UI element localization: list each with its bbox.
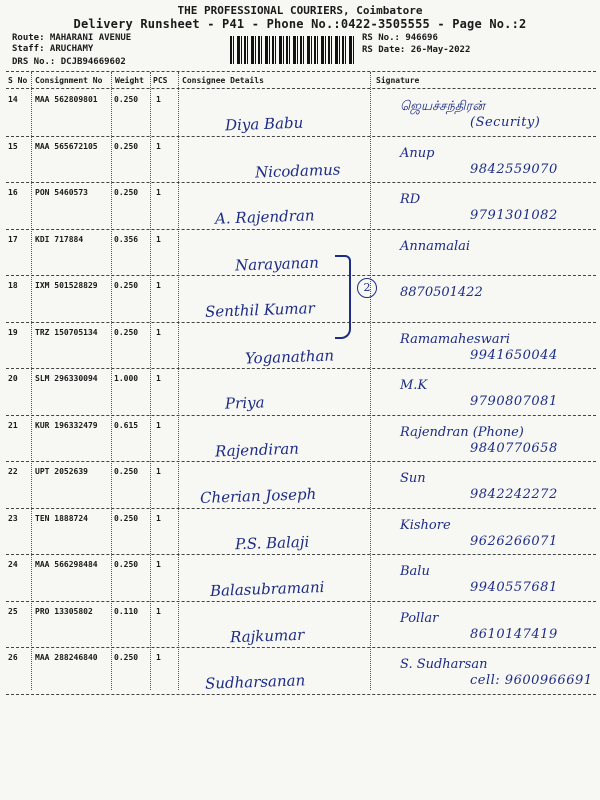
row-signature: ஜெயச்சந்திரன் xyxy=(400,99,485,114)
row-signature: M.K xyxy=(400,378,428,393)
row-sno: 22 xyxy=(8,467,18,476)
col-divider xyxy=(150,72,151,690)
row-pcs: 1 xyxy=(156,560,161,569)
row-consignee-name: Narayanan xyxy=(234,253,320,274)
route: Route: MAHARANI AVENUE xyxy=(12,33,132,43)
row-signature: 8870501422 xyxy=(400,285,483,300)
rs-number: RS No.: 946696 xyxy=(362,33,438,43)
row-signature-phone: (Security) xyxy=(470,115,541,130)
row-consignee-name: Rajkumar xyxy=(229,625,305,646)
row-signature: Pollar xyxy=(400,610,439,626)
row-pcs: 1 xyxy=(156,653,161,662)
row-divider xyxy=(6,136,596,137)
row-consignee-name: A. Rajendran xyxy=(214,206,315,228)
row-consignment: KUR 196332479 xyxy=(35,420,98,430)
row-consignee-name: Balasubramani xyxy=(209,578,325,600)
row-consignee-name: Yoganathan xyxy=(244,345,335,368)
row-signature: S. Sudharsan xyxy=(400,657,488,672)
row-signature: Kishore xyxy=(400,517,451,533)
row-pcs: 1 xyxy=(156,606,161,616)
row-divider xyxy=(6,415,596,416)
row-sno: 19 xyxy=(8,327,18,337)
row-weight: 0.250 xyxy=(114,513,139,523)
row-sno: 20 xyxy=(8,374,18,383)
row-signature: Annamalai xyxy=(400,238,471,254)
row-divider xyxy=(6,368,596,369)
row-signature-phone: cell: 9600966691 xyxy=(470,673,593,688)
row-consignee-name: Diya Babu xyxy=(224,113,304,135)
row-divider xyxy=(6,461,596,462)
row-consignment: PRO 13305802 xyxy=(35,606,93,616)
col-weight: Weight xyxy=(115,76,144,85)
row-pcs: 1 xyxy=(156,95,161,104)
row-pcs: 1 xyxy=(156,374,161,383)
row-divider xyxy=(6,647,596,648)
row-divider xyxy=(6,275,596,276)
col-divider xyxy=(111,72,112,690)
row-divider xyxy=(6,554,596,555)
row-sno: 21 xyxy=(8,420,18,430)
row-pcs: 1 xyxy=(156,513,161,523)
row-consignment: UPT 2052639 xyxy=(35,467,88,476)
row-sno: 16 xyxy=(8,188,18,197)
row-divider xyxy=(6,508,596,509)
row-signature: Anup xyxy=(400,145,435,161)
row-weight: 0.356 xyxy=(114,234,139,244)
row-consignment: KDI 717884 xyxy=(35,234,84,244)
row-signature-phone: 9842242272 xyxy=(470,487,558,502)
row-divider xyxy=(6,229,596,230)
row-consignee-name: P.S. Balaji xyxy=(234,532,310,553)
row-weight: 1.000 xyxy=(114,374,139,383)
row-sno: 24 xyxy=(8,560,18,569)
row-signature-phone: 9842559070 xyxy=(470,161,558,177)
row-sno: 26 xyxy=(8,653,18,662)
row-consignment: MAA 288246840 xyxy=(35,653,98,662)
row-signature-phone: 9840770658 xyxy=(470,440,558,456)
row-divider xyxy=(6,322,596,323)
row-signature-phone: 9940557681 xyxy=(470,580,558,595)
row-consignee-name: Rajendiran xyxy=(214,439,300,460)
col-divider xyxy=(178,72,179,690)
row-signature: RD xyxy=(400,192,421,207)
handwritten-bracket xyxy=(335,255,351,339)
row-divider xyxy=(6,601,596,602)
row-sno: 15 xyxy=(8,141,18,151)
row-signature-phone: 9941650044 xyxy=(470,347,558,363)
row-sno: 18 xyxy=(8,281,18,290)
col-divider xyxy=(31,72,32,690)
row-pcs: 1 xyxy=(156,420,161,430)
barcode xyxy=(230,36,356,64)
row-pcs: 1 xyxy=(156,467,161,476)
col-signature: Signature xyxy=(376,76,420,85)
row-signature: Rajendran (Phone) xyxy=(400,424,524,440)
row-sno: 23 xyxy=(8,513,18,523)
row-signature: Ramamaheswari xyxy=(400,331,510,347)
row-consignment: TEN 1888724 xyxy=(35,513,88,523)
circled-number: 2 xyxy=(357,278,377,298)
row-weight: 0.250 xyxy=(114,327,139,337)
row-weight: 0.250 xyxy=(114,281,139,290)
row-weight: 0.250 xyxy=(114,95,139,104)
row-divider xyxy=(6,182,596,183)
row-divider xyxy=(6,694,596,695)
row-pcs: 1 xyxy=(156,141,161,151)
company-title: THE PROFESSIONAL COURIERS, Coimbatore xyxy=(177,4,423,17)
row-signature-phone: 9791301082 xyxy=(470,208,558,223)
drs-number: DRS No.: DCJB94669602 xyxy=(12,57,126,67)
row-signature-phone: 8610147419 xyxy=(470,626,558,642)
row-signature: Balu xyxy=(400,564,430,579)
row-weight: 0.250 xyxy=(114,560,139,569)
col-pcs: PCS xyxy=(153,76,168,85)
row-sno: 25 xyxy=(8,606,18,616)
row-weight: 0.110 xyxy=(114,606,139,616)
row-consignee-name: Senthil Kumar xyxy=(204,299,316,321)
row-consignment: TRZ 150705134 xyxy=(35,327,98,337)
row-pcs: 1 xyxy=(156,327,161,337)
row-sno: 17 xyxy=(8,234,18,244)
row-consignment: MAA 565672105 xyxy=(35,141,98,151)
row-consignment: IXM 501528829 xyxy=(35,281,98,290)
table-top-border xyxy=(6,71,596,72)
col-divider xyxy=(370,72,371,690)
col-consignment: Consignment No xyxy=(35,76,103,85)
row-consignee-name: Cherian Joseph xyxy=(199,484,317,508)
row-consignee-name: Sudharsanan xyxy=(204,671,306,693)
header-bottom-border xyxy=(6,88,596,89)
row-weight: 0.250 xyxy=(114,653,139,662)
col-sno: S No xyxy=(8,76,28,85)
row-consignment: MAA 562809801 xyxy=(35,95,98,104)
runsheet-title: Delivery Runsheet - P41 - Phone No.:0422-3505555 - Page No.:2 xyxy=(73,17,527,31)
row-consignment: SLM 296330094 xyxy=(35,374,98,383)
row-pcs: 1 xyxy=(156,188,161,197)
row-consignment: MAA 566298484 xyxy=(35,560,98,569)
row-consignee-name: Nicodamus xyxy=(254,160,341,181)
row-signature-phone: 9626266071 xyxy=(470,533,558,549)
row-pcs: 1 xyxy=(156,281,161,290)
row-weight: 0.250 xyxy=(114,188,139,197)
row-sno: 14 xyxy=(8,95,18,104)
col-consignee: Consignee Details xyxy=(182,76,264,85)
row-weight: 0.250 xyxy=(114,141,139,151)
staff: Staff: ARUCHAMY xyxy=(12,44,94,54)
row-pcs: 1 xyxy=(156,234,161,244)
row-weight: 0.250 xyxy=(114,467,139,476)
rs-date: RS Date: 26-May-2022 xyxy=(362,45,471,55)
row-consignment: PON 5460573 xyxy=(35,188,88,197)
row-consignee-name: Priya xyxy=(224,393,265,413)
row-weight: 0.615 xyxy=(114,420,139,430)
row-signature: Sun xyxy=(400,471,426,486)
row-signature-phone: 9790807081 xyxy=(470,394,558,409)
